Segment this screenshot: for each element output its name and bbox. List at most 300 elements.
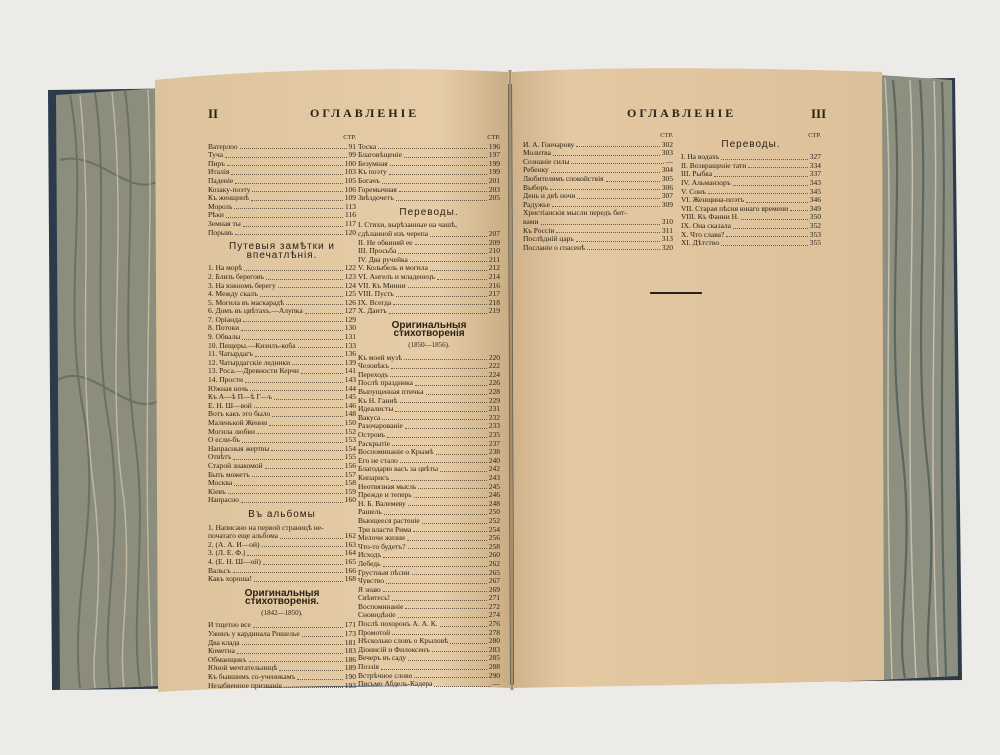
toc-entry-title: 10. Пещеры.—Кизилъ-коба [208, 341, 296, 350]
toc-entry-page: 302 [661, 139, 673, 149]
toc-entry-page: 196 [488, 141, 500, 151]
toc-entry [681, 213, 821, 222]
toc-entry-title: Козаку-поэту [208, 185, 251, 194]
toc-entry-page: 269 [488, 584, 500, 594]
toc-entry-page: 116 [345, 210, 356, 220]
right-page-column-1 [523, 132, 673, 252]
toc-entry-title: Свѣятесь! [358, 594, 391, 603]
toc-entry [358, 508, 500, 517]
toc-entry [208, 359, 356, 368]
toc-entry-page: 203 [488, 184, 500, 194]
toc-entry-page: — [665, 156, 673, 166]
toc-entry-page: 168 [344, 574, 356, 584]
toc-entry-page: 343 [809, 177, 821, 187]
toc-entry [358, 186, 500, 195]
toc-entry-title: Напрасно [208, 496, 239, 505]
toc-entry-page: 309 [661, 199, 673, 209]
toc-entry-title: Къ бывшимъ со-ученикамъ [208, 673, 296, 682]
toc-entry [208, 177, 356, 186]
toc-entry-page: 133 [344, 340, 356, 350]
toc-entry [358, 543, 500, 552]
toc-leader-dots [305, 313, 343, 314]
toc-leader-dots [247, 555, 342, 556]
toc-leader-dots [391, 480, 486, 481]
toc-leader-dots [302, 636, 343, 637]
toc-leader-dots [227, 165, 343, 166]
toc-entry-title: Выборъ [523, 183, 549, 192]
toc-entry-title: IV. Два ручейка [358, 255, 408, 264]
toc-leader-dots [418, 488, 486, 489]
toc-leader-dots [237, 653, 343, 654]
toc-leader-dots [399, 191, 487, 192]
toc-entry-page: 209 [488, 237, 500, 247]
toc-entry [358, 194, 500, 203]
toc-entry-page: 345 [809, 186, 821, 196]
toc-entry-title: 9. Обвалы [208, 333, 241, 342]
toc-entry-page: 238 [488, 447, 500, 457]
toc-entry-page: 163 [344, 539, 356, 549]
toc-entry-title: Сновидѣніе [358, 611, 396, 620]
page-col-label: СТР. [660, 132, 673, 139]
left-page [160, 88, 505, 690]
toc-leader-dots [292, 364, 343, 365]
toc-entry-title: II. Возвращеніе тати [681, 161, 747, 170]
gutter-shadow [510, 70, 512, 690]
toc-entry [358, 560, 500, 569]
toc-entry [208, 333, 356, 342]
toc-entry [208, 488, 356, 497]
toc-entry-title: IX. Она сказала [681, 221, 731, 230]
toc-entry-page: 124 [344, 280, 356, 290]
toc-entry-title: 7. Оріанда [208, 315, 242, 324]
toc-entry-title: Горемычная [358, 185, 397, 194]
toc-entry-page: 252 [488, 515, 500, 525]
toc-entry-page: 278 [488, 627, 500, 637]
toc-entry-title: Промотой [358, 628, 391, 637]
toc-entry-title: 13. Роса.—Древности Керчи [208, 367, 299, 376]
toc-leader-dots [383, 557, 486, 558]
toc-entry-page: 129 [344, 314, 356, 324]
toc-leader-dots [233, 572, 343, 573]
toc-entry-page: 220 [488, 352, 500, 362]
toc-leader-dots [440, 626, 487, 627]
toc-entry-title: VI. Женщина-поэтъ [681, 196, 745, 205]
toc-leader-dots [280, 538, 343, 539]
toc-entry-title: Морозъ [208, 202, 233, 211]
toc-entry [358, 290, 500, 299]
toc-entry-title: Діонисій и Филоксенъ [358, 645, 430, 654]
toc-entry-title: Два клада [208, 638, 240, 647]
toc-entry-page: 245 [488, 481, 500, 491]
toc-entry-title: Разочарованіе [358, 422, 403, 431]
toc-entry [208, 673, 356, 682]
toc-entry-page: 305 [661, 173, 673, 183]
toc-entry [358, 247, 500, 256]
toc-entry [208, 376, 356, 385]
toc-entry-title: Отвѣтъ [208, 453, 232, 462]
toc-leader-dots [265, 468, 343, 469]
toc-entry-title: Н. Б. Валемеву [358, 499, 406, 508]
toc-leader-dots [378, 148, 487, 149]
toc-entry-page: 201 [488, 175, 500, 185]
toc-entry-title: Кометна [208, 647, 235, 656]
toc-leader-dots [733, 185, 808, 186]
toc-leader-dots [260, 296, 343, 297]
toc-entry-page: 327 [809, 152, 821, 162]
toc-entry-title: Москва [208, 479, 233, 488]
toc-leader-dots [269, 425, 343, 426]
toc-entry [358, 491, 500, 500]
toc-entry-page: 265 [488, 567, 500, 577]
toc-entry-title: IV. Альманзоръ [681, 178, 731, 187]
toc-entry [523, 149, 673, 158]
toc-entry-title: И тщетно все [208, 621, 251, 630]
toc-entry-title: 3. (Л. Е. Ф.) [208, 549, 246, 558]
toc-entry [208, 664, 356, 673]
years-1842: (1842—1850). [261, 608, 303, 617]
toc-entry-title: Идеалисты [358, 405, 394, 414]
toc-leader-dots [233, 459, 342, 460]
toc-entry-title: 4. (Е. Н. Ш—ой) [208, 557, 261, 566]
toc-leader-dots [746, 202, 808, 203]
toc-leader-dots [242, 644, 343, 645]
toc-entry [208, 282, 356, 291]
toc-entry [208, 524, 356, 533]
toc-entry-page: 123 [344, 271, 356, 281]
toc-entry-page: 355 [809, 238, 821, 248]
toc-leader-dots [408, 505, 487, 506]
toc-leader-dots [382, 183, 487, 184]
toc-entry-page: 290 [488, 670, 500, 680]
toc-entry-title: Переходъ [358, 370, 389, 379]
toc-entry [208, 264, 356, 273]
toc-leader-dots [396, 200, 487, 201]
toc-entry-page: 171 [344, 620, 356, 630]
toc-leader-dots [389, 174, 487, 175]
toc-entry-page: 226 [488, 378, 500, 388]
toc-entry-page: 337 [809, 169, 821, 179]
toc-leader-dots [392, 445, 487, 446]
toc-entry-page: 267 [488, 576, 500, 586]
toc-leader-dots [241, 330, 343, 331]
toc-entry-title: 1. Написано на первой страницѣ не- [208, 523, 324, 532]
toc-leader-dots [384, 514, 487, 515]
toc-entry-page: 228 [488, 387, 500, 397]
toc-entry-page: 190 [344, 672, 356, 682]
toc-entry-page: 216 [488, 280, 500, 290]
toc-leader-dots [241, 502, 343, 503]
toc-entry [208, 273, 356, 282]
toc-entry [358, 379, 500, 388]
toc-entry-title: Вакуса [358, 413, 381, 422]
toc-entry-title: Благовѣщеніе [358, 151, 403, 160]
toc-entry-page: 166 [344, 565, 356, 575]
toc-entry-title: Пиръ [208, 159, 226, 168]
toc-leader-dots [577, 198, 659, 199]
toc-entry-page: 120 [344, 227, 356, 237]
toc-entry-title: Кипарисъ [358, 473, 390, 482]
toc-entry [208, 307, 356, 316]
toc-leader-dots [430, 270, 487, 271]
toc-entry [358, 526, 500, 535]
toc-leader-dots [391, 368, 487, 369]
toc-entry [208, 630, 356, 639]
toc-entry-title: Грустныя пѣсни [358, 568, 410, 577]
toc-entry-title: Нѣсколько словъ о Крыловѣ [358, 637, 449, 646]
toc-entry-page: 159 [344, 486, 356, 496]
toc-entry-title: 8. Потоки [208, 324, 240, 333]
toc-entry-page: 283 [488, 644, 500, 654]
toc-entry-title: Какъ хороша! [208, 575, 252, 584]
toc-entry-title: Мелочи жизни [358, 534, 406, 543]
toc-entry [208, 479, 356, 488]
toc-entry-title: Островъ [358, 431, 385, 439]
toc-entry-page: 99 [348, 150, 356, 160]
left-page-column-2 [358, 134, 500, 689]
toc-leader-dots [414, 497, 487, 498]
toc-entry-page: 353 [809, 229, 821, 239]
toc-entry-page: 250 [488, 507, 500, 517]
toc-entry-title: Встрѣчное слово [358, 671, 413, 680]
toc-entry-title: Выпущенная птичка [358, 388, 424, 397]
toc-leader-dots [284, 687, 343, 688]
left-page-header: ОГЛАВЛЕНІЕ [310, 106, 420, 120]
toc-entry-title: Человѣкъ [358, 362, 389, 371]
toc-entry-title: Вальсъ [208, 566, 231, 575]
toc-entry [358, 230, 500, 239]
toc-entry [523, 244, 673, 253]
toc-entry-page: 136 [344, 349, 356, 359]
toc-leader-dots [262, 546, 343, 547]
toc-entry [208, 647, 356, 656]
toc-entry [358, 551, 500, 560]
toc-entry [358, 465, 500, 474]
toc-leader-dots [556, 232, 660, 233]
toc-leader-dots [382, 419, 486, 420]
toc-entry-page: 183 [344, 646, 356, 656]
toc-entry [208, 151, 356, 160]
toc-leader-dots [386, 583, 487, 584]
toc-entry-title: 2. (А. А. И—ой) [208, 540, 260, 549]
toc-entry [208, 186, 356, 195]
section-title-original-1842: Оригинальныя стихотворенія. [244, 587, 320, 608]
toc-entry-page: 199 [488, 167, 500, 177]
toc-leader-dots [733, 228, 808, 229]
toc-leader-dots [721, 159, 807, 160]
toc-entry-page: 146 [344, 400, 356, 410]
section-title-albums: Въ альбомы [248, 508, 316, 520]
toc-entry-title: IX. Всегда [358, 298, 392, 307]
toc-leader-dots [392, 600, 487, 601]
toc-entry-page: 222 [488, 361, 500, 371]
toc-leader-dots [437, 279, 487, 280]
toc-leader-dots [255, 356, 343, 357]
toc-entry [358, 160, 500, 169]
toc-entry-page: 105 [344, 175, 356, 185]
toc-leader-dots [748, 167, 807, 168]
toc-leader-dots [606, 181, 660, 182]
toc-leader-dots [414, 677, 486, 678]
toc-entry [681, 153, 821, 162]
toc-entry [358, 362, 500, 371]
toc-leader-dots [393, 304, 486, 305]
toc-entry-page: 233 [488, 421, 500, 431]
toc-entry [208, 541, 356, 550]
toc-entry-page: 232 [488, 412, 500, 422]
toc-leader-dots [426, 394, 487, 395]
toc-entry-title: Земная ты [208, 219, 241, 228]
toc-entry-page: 150 [344, 418, 356, 427]
toc-entry [358, 448, 500, 457]
toc-entry [208, 290, 356, 299]
toc-entry-title: Маленькой Женни [208, 419, 268, 427]
toc-entry-title: Напрасныя жертвы [208, 444, 270, 453]
toc-leader-dots [790, 210, 808, 211]
toc-leader-dots [541, 224, 660, 225]
section-title-translations: Переводы. [399, 206, 459, 218]
toc-entry [358, 177, 500, 186]
toc-entry-title: Послѣдній царь [523, 235, 574, 244]
toc-entry-title: Къ Россіи [523, 226, 555, 235]
toc-entry-title: Кіевъ [208, 487, 226, 496]
toc-entry-title: початаго еще альбома [208, 532, 279, 541]
toc-entry-title: VII. Старая пѣсня юнаго времени [681, 204, 789, 213]
toc-entry-title: 6. Домъ въ цвѣтахъ.—Алупка [208, 307, 303, 316]
toc-entry [358, 405, 500, 414]
toc-entry-title: III. Рыбка [681, 170, 713, 179]
toc-entry-page: 143 [344, 375, 356, 385]
toc-entry [208, 436, 356, 445]
toc-entry-title: Къ моей музѣ [358, 353, 403, 362]
toc-leader-dots [551, 172, 660, 173]
toc-entry-page: 254 [488, 524, 500, 534]
toc-leader-dots [297, 679, 342, 680]
toc-entry-title: 5. Могила въ маскарадѣ [208, 298, 285, 307]
toc-entry-page: 189 [344, 663, 356, 673]
toc-entry-title: X. Даитъ [358, 307, 387, 316]
toc-entry [358, 388, 500, 397]
toc-entry [681, 222, 821, 231]
toc-leader-dots [242, 442, 343, 443]
toc-leader-dots [398, 617, 487, 618]
toc-entry-title: Три власти Рима [358, 525, 412, 534]
toc-entry [358, 307, 500, 316]
toc-entry [358, 483, 500, 492]
toc-entry [358, 440, 500, 449]
toc-entry [358, 256, 500, 265]
toc-leader-dots [279, 670, 342, 671]
toc-leader-dots [231, 174, 342, 175]
toc-entry-page: 303 [661, 148, 673, 158]
toc-entry [358, 239, 500, 248]
toc-entry-page: 199 [488, 158, 500, 168]
toc-leader-dots [251, 200, 343, 201]
toc-entry-page: 157 [344, 469, 356, 479]
toc-entry-page: 113 [345, 201, 356, 211]
toc-leader-dots [400, 402, 487, 403]
toc-entry [208, 350, 356, 359]
toc-leader-dots [450, 643, 487, 644]
left-page-column-1 [208, 134, 356, 690]
toc-entry-title: X. Что слава? [681, 230, 725, 239]
toc-entry-title: Южная ночь [208, 384, 249, 393]
toc-leader-dots [415, 385, 487, 386]
toc-leader-dots [278, 287, 343, 288]
toc-leader-dots [225, 157, 346, 158]
toc-entry-page: 211 [489, 254, 500, 264]
toc-entry [358, 586, 500, 595]
toc-entry-title: Тоска [358, 142, 377, 151]
toc-entry-title: Что-то будетъ? [358, 542, 406, 551]
toc-entry-page: 117 [345, 218, 356, 228]
toc-entry [208, 419, 356, 428]
toc-entry-page: 145 [344, 392, 356, 402]
toc-entry-title: Богачъ [358, 176, 380, 185]
toc-entry-title: Сознаніе силы [523, 157, 570, 166]
toc-entry-title: Я знаю [358, 585, 381, 594]
toc-entry [523, 235, 673, 244]
toc-entry-title: III. Просьба [358, 247, 397, 256]
toc-entry-title: Ужинъ у кардинала Ришелье [208, 630, 300, 639]
toc-entry [208, 445, 356, 454]
toc-entry-page: 100 [344, 158, 356, 168]
toc-entry-page: 125 [344, 289, 356, 299]
toc-entry-page: 280 [488, 636, 500, 646]
toc-leader-dots [398, 253, 487, 254]
toc-leader-dots [390, 376, 486, 377]
toc-entry-title: Посланіе о спасенѣ [523, 243, 586, 252]
toc-entry-page: 144 [344, 383, 356, 393]
toc-entry-title: VIII. Пусть [358, 290, 394, 299]
toc-entry-page: 152 [344, 426, 356, 436]
toc-leader-dots [298, 347, 343, 348]
toc-entry-title: Звѣздочетъ [358, 194, 394, 203]
toc-entry [358, 611, 500, 620]
right-page-number: III [811, 106, 827, 121]
toc-leader-dots [396, 296, 487, 297]
toc-leader-dots [263, 564, 343, 565]
toc-entry [681, 188, 821, 197]
toc-entry-page: 311 [662, 225, 673, 235]
toc-leader-dots [721, 245, 808, 246]
toc-entry-title: Воспоминаніе о Крымѣ [358, 448, 434, 457]
toc-entry-page: 165 [344, 556, 356, 566]
toc-entry [208, 194, 356, 203]
toc-leader-dots [226, 217, 343, 218]
toc-entry-title: I. Стихи, вырѣзанные на чашѣ, [358, 221, 457, 230]
toc-entry [208, 532, 356, 541]
toc-entry [208, 471, 356, 480]
toc-leader-dots [440, 471, 487, 472]
toc-entry-page: 237 [488, 438, 500, 448]
toc-entry-page: 162 [344, 531, 356, 541]
toc-entry-title: Юной мечтательницѣ [208, 664, 278, 673]
toc-entry-page: 235 [488, 430, 500, 439]
toc-entry [358, 264, 500, 273]
toc-leader-dots [726, 236, 807, 237]
toc-entry [523, 158, 673, 167]
toc-entry-page: 197 [488, 150, 500, 160]
toc-entry [208, 203, 356, 212]
toc-entry-title: 1. На морѣ [208, 264, 243, 273]
toc-entry-title: Обманщикъ [208, 655, 247, 664]
toc-entry-title: Любителямъ спокойствія [523, 174, 604, 183]
page-col-label: СТР. [808, 132, 821, 139]
toc-leader-dots [250, 390, 342, 391]
toc-leader-dots [413, 531, 487, 532]
toc-entry-page: 130 [344, 323, 356, 333]
toc-entry [208, 639, 356, 648]
